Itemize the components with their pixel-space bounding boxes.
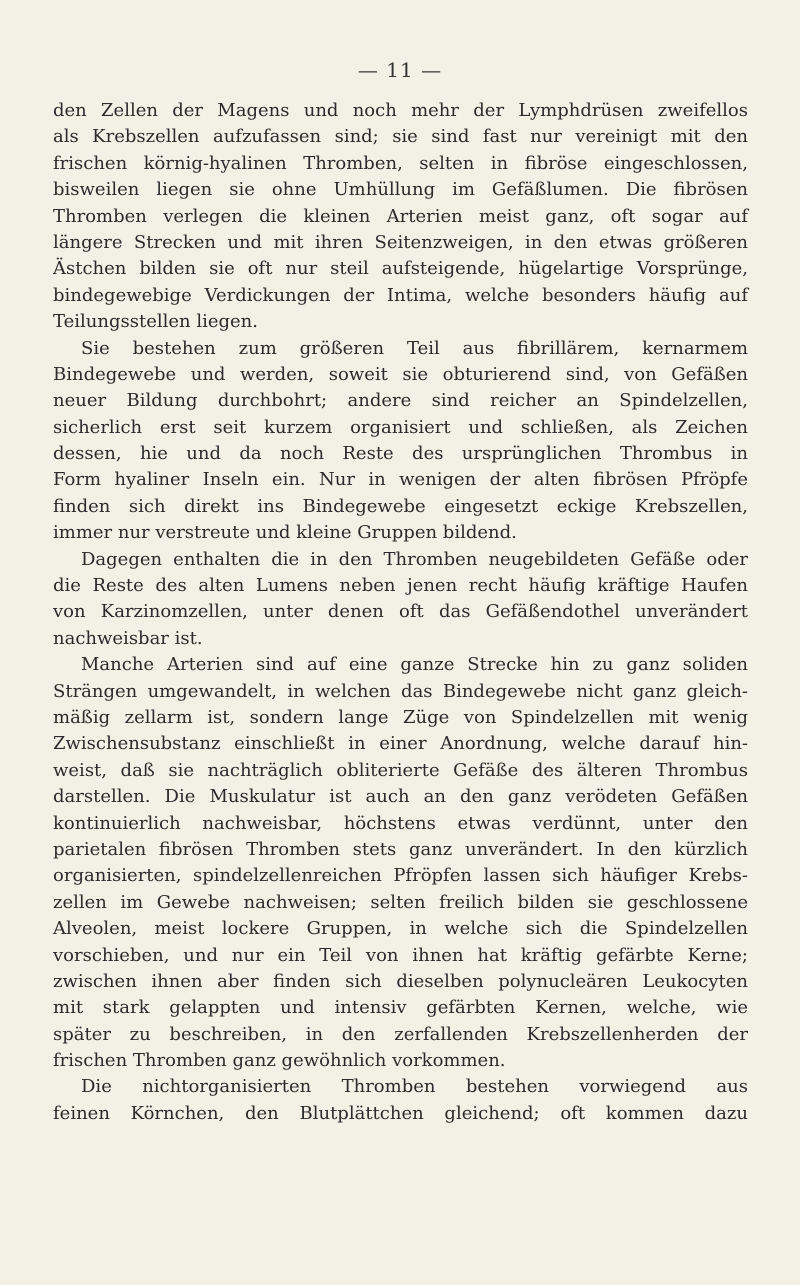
paragraph	[53, 547, 748, 653]
text-line: Ästchen bilden sie oft nur steil aufsteigende, hügelartige Vorsprünge,	[53, 258, 748, 280]
text-line: parietalen fibrösen Thromben stets ganz unverändert. In den kürzlich	[53, 838, 748, 860]
body-text	[53, 98, 748, 1127]
text-line: weist, daß sie nachträglich obliterierte Gefäße des älteren Thrombus	[53, 759, 748, 781]
text-line: mäßig zellarm ist, sondern lange Züge von Spindelzellen mit wenig	[53, 706, 748, 728]
paragraph	[53, 652, 748, 1074]
text-line: die Reste des alten Lumens neben jenen recht häufig kräftige Haufen	[53, 575, 748, 597]
paragraph	[53, 336, 748, 547]
text-line: Bindegewebe und werden, soweit sie obturierend sind, von Gefäßen	[53, 363, 748, 385]
text-line: Manche Arterien sind auf eine ganze Strecke hin zu ganz soliden	[81, 654, 748, 676]
page-number: — 11 —	[357, 58, 443, 82]
text-line: Form hyaliner Inseln ein. Nur in wenigen der alten fibrösen Pfröpfe	[53, 469, 748, 491]
text-line: später zu beschreiben, in den zerfallenden Krebszellenherden der	[53, 1023, 748, 1045]
text-line: neuer Bildung durchbohrt; andere sind reicher an Spindelzellen,	[53, 390, 748, 412]
paragraph	[53, 1074, 748, 1127]
text-line: feinen Körnchen, den Blutplättchen gleichend; oft kommen dazu	[53, 1102, 748, 1124]
text-line: frischen Thromben ganz gewöhnlich vorkommen.	[53, 1050, 506, 1072]
text-line: den Zellen der Magens und noch mehr der Lymphdrüsen zweifellos	[53, 100, 748, 121]
text-line: immer nur verstreute und kleine Gruppen bildend.	[53, 522, 517, 544]
text-line: sicherlich erst seit kurzem organisiert und schließen, als Zeichen	[53, 416, 748, 438]
text-line: dessen, hie und da noch Reste des ursprünglichen Thrombus in	[53, 443, 748, 465]
text-line: vorschieben, und nur ein Teil von ihnen hat kräftig gefärbte Kerne;	[53, 944, 748, 966]
text-line: Zwischensubstanz einschließt in einer Anordnung, welche darauf hin-	[53, 733, 748, 755]
text-line: zellen im Gewebe nachweisen; selten freilich bilden sie geschlossene	[53, 891, 748, 913]
text-line: nachweisbar ist.	[53, 627, 203, 649]
text-line: finden sich direkt ins Bindegewebe eingesetzt eckige Krebszellen,	[53, 495, 748, 517]
text-line: bindegewebige Verdickungen der Intima, welche besonders häufig auf	[53, 284, 748, 306]
text-line: Dagegen enthalten die in den Thromben neugebildeten Gefäße oder	[81, 548, 748, 570]
text-line: Sie bestehen zum größeren Teil aus fibrillärem, kernarmem	[81, 337, 748, 359]
text-line: Thromben verlegen die kleinen Arterien meist ganz, oft sogar auf	[53, 205, 748, 227]
text-line: frischen körnig-hyalinen Thromben, selten in fibröse eingeschlossen,	[53, 152, 748, 174]
text-line: Die nichtorganisierten Thromben bestehen vorwiegend aus	[81, 1076, 748, 1098]
text-line: zwischen ihnen aber finden sich dieselben polynucleären Leukocyten	[53, 970, 748, 992]
text-line: darstellen. Die Muskulatur ist auch an den ganz verödeten Gefäßen	[53, 786, 748, 808]
paragraph	[53, 98, 748, 336]
text-line: Teilungsstellen liegen.	[53, 311, 258, 333]
text-line: von Karzinomzellen, unter denen oft das Gefäßendothel unverändert	[53, 601, 748, 623]
text-line: kontinuierlich nachweisbar, höchstens etwas verdünnt, unter den	[53, 812, 748, 834]
text-line: organisierten, spindelzellenreichen Pfröpfen lassen sich häufiger Krebs-	[53, 865, 748, 887]
text-line: mit stark gelappten und intensiv gefärbten Kernen, welche, wie	[53, 997, 748, 1019]
text-line: bisweilen liegen sie ohne Umhüllung im Gefäßlumen. Die fibrösen	[53, 179, 748, 201]
text-line: Alveolen, meist lockere Gruppen, in welche sich die Spindelzellen	[53, 918, 748, 940]
text-line: Strängen umgewandelt, in welchen das Bindegewebe nicht ganz gleich-	[53, 680, 748, 702]
text-line: als Krebszellen aufzufassen sind; sie sind fast nur vereinigt mit den	[53, 126, 748, 148]
text-line: längere Strecken und mit ihren Seitenzweigen, in den etwas größeren	[53, 231, 748, 253]
